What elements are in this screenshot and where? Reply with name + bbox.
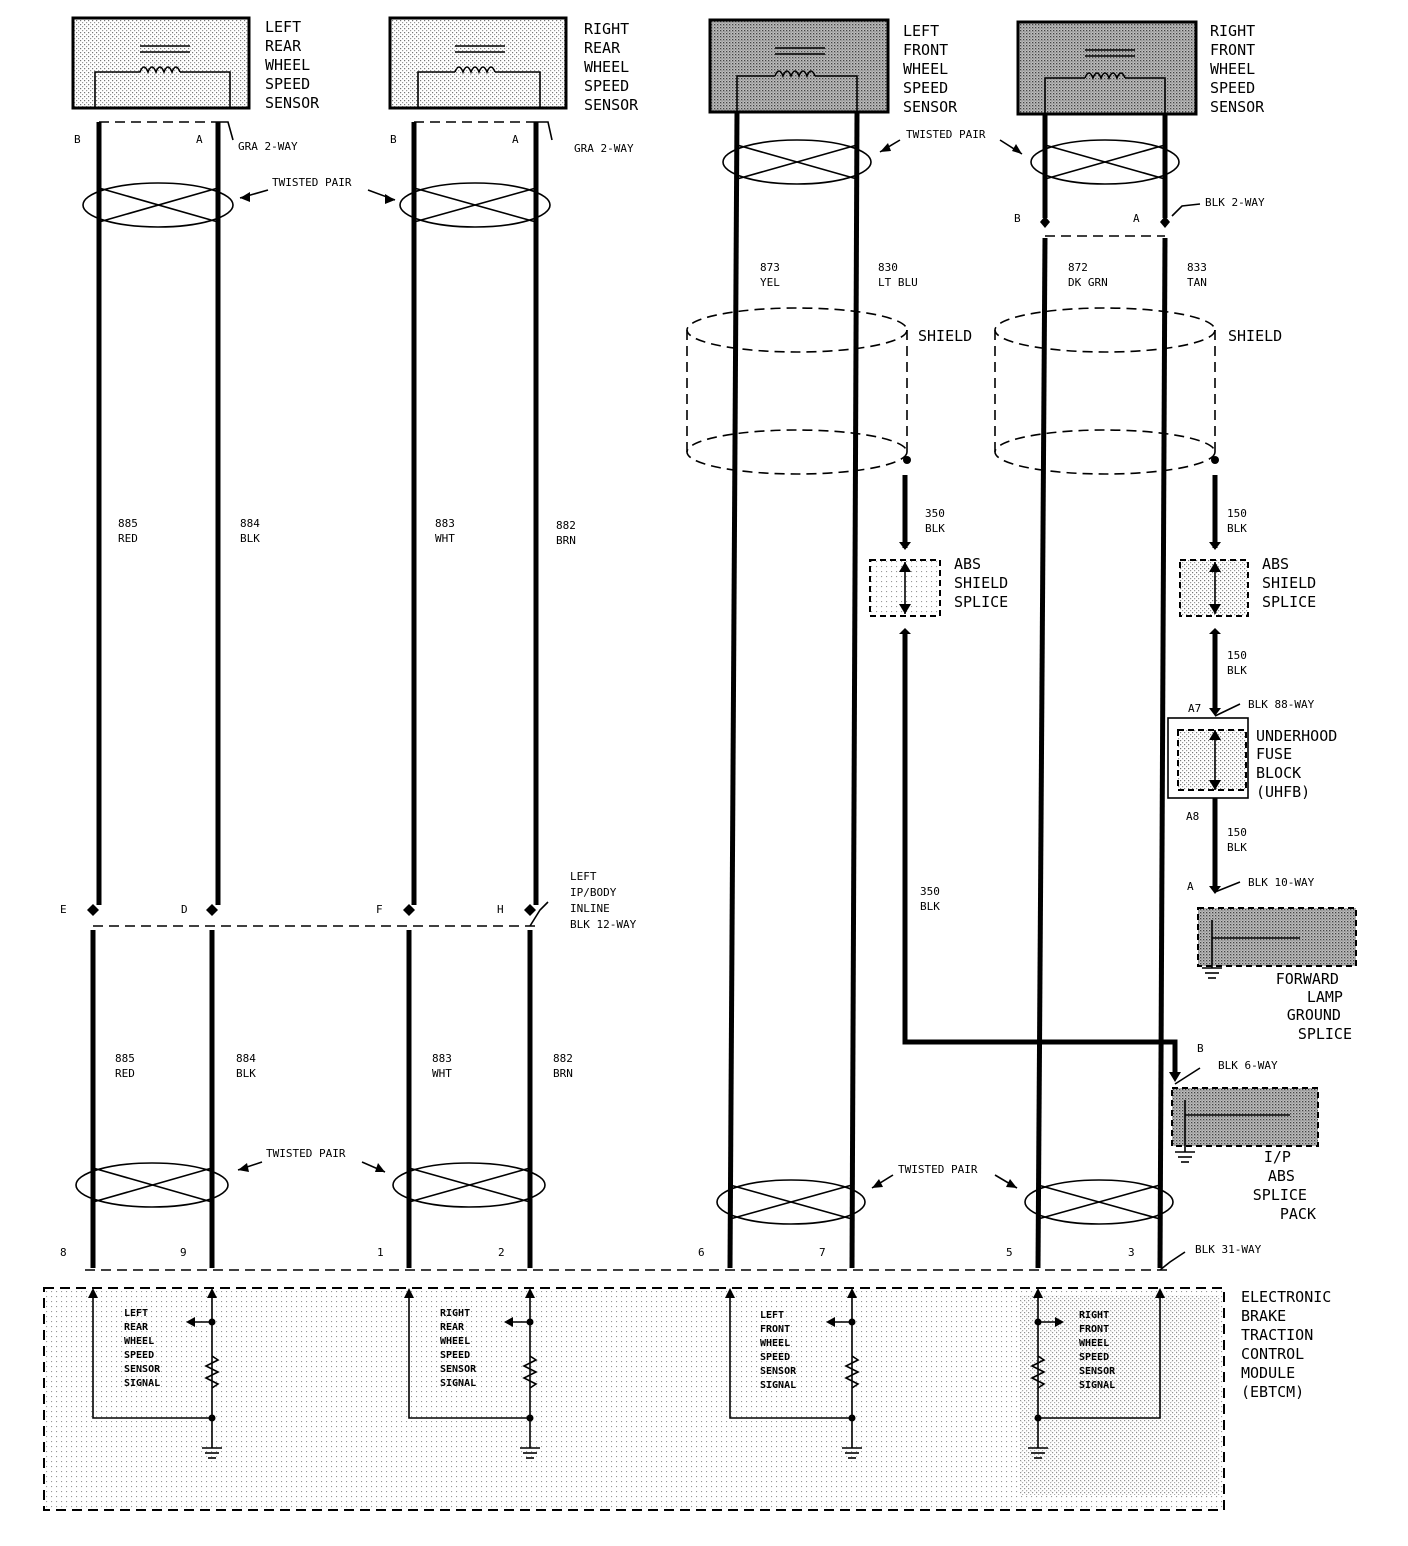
connector-lines (85, 122, 1185, 1270)
wire-872: 872 DK GRN (1068, 261, 1108, 289)
pin-5: 5 (1006, 1246, 1013, 1259)
shield-label-right: SHIELD (1228, 327, 1283, 345)
pin-a: A (1187, 880, 1194, 893)
right-front-sensor-title: RIGHT FRONT WHEEL SPEED SENSOR (1210, 22, 1265, 116)
wire-150-c: 150 BLK (1227, 826, 1247, 854)
pin-7: 7 (819, 1246, 826, 1259)
wire-833: 833 TAN (1187, 261, 1207, 289)
twisted-pair-label-4: TWISTED PAIR (898, 1163, 978, 1176)
shield-label-left: SHIELD (918, 327, 973, 345)
blk-88way: BLK 88-WAY (1248, 698, 1315, 711)
pin-f: F (376, 903, 383, 916)
inline-12way-label: LEFT IP/BODY INLINE BLK 12-WAY (570, 870, 637, 931)
left-front-sensor-title: LEFT FRONT WHEEL SPEED SENSOR (903, 22, 958, 116)
blk-6way: BLK 6-WAY (1218, 1059, 1278, 1072)
wire-883-upper: 883 WHT (435, 517, 455, 545)
wire-885-upper: 885 RED (118, 517, 138, 545)
pin-8: 8 (60, 1246, 67, 1259)
left-rear-sensor (73, 18, 249, 108)
wire-882-lower: 882 BRN (553, 1052, 573, 1080)
left-rear-sensor-title: LEFT REAR WHEEL SPEED SENSOR (265, 18, 320, 112)
wire-884-lower: 884 BLK (236, 1052, 256, 1080)
wire-882-upper: 882 BRN (556, 519, 576, 547)
ip-abs-splice-label: I/P ABS SPLICE PACK (1252, 1148, 1316, 1223)
pin-9: 9 (180, 1246, 187, 1259)
wire-830: 830 LT BLU (878, 261, 918, 289)
abs-shield-splice-left: ABS SHIELD SPLICE (954, 555, 1009, 611)
pin-a7: A7 (1188, 702, 1202, 715)
signal-right-front: RIGHT FRONT WHEEL SPEED SENSOR SIGNAL (1079, 1310, 1116, 1391)
uhfb-label: UNDERHOOD FUSE BLOCK (UHFB) (1256, 727, 1338, 801)
wire-350-lower: 350 BLK (920, 885, 940, 913)
pin-lr-a: A (196, 133, 203, 146)
pin-1: 1 (377, 1246, 384, 1259)
wire-150-a: 150 BLK (1227, 507, 1247, 535)
pin-3: 3 (1128, 1246, 1135, 1259)
main-wires (93, 112, 1165, 1268)
pin-a8: A8 (1186, 810, 1200, 823)
twisted-pair-label-3: TWISTED PAIR (266, 1147, 346, 1160)
blk-2way: BLK 2-WAY (1205, 196, 1265, 209)
pin-rf-b: B (1014, 212, 1021, 225)
pin-h: H (497, 903, 504, 916)
gra-2way-left: GRA 2-WAY (238, 140, 298, 153)
pin-b: B (1197, 1042, 1204, 1055)
ebtcm-label: ELECTRONIC BRAKE TRACTION CONTROL MODULE (EBTCM) (1241, 1288, 1332, 1401)
right-front-sensor (1018, 22, 1196, 114)
blk-31way: BLK 31-WAY (1195, 1243, 1262, 1256)
pin-2: 2 (498, 1246, 505, 1259)
right-rear-sensor (390, 18, 566, 108)
pin-lr-b: B (74, 133, 81, 146)
wire-350-upper: 350 BLK (925, 507, 945, 535)
signal-right-rear: RIGHT REAR WHEEL SPEED SENSOR SIGNAL (440, 1308, 477, 1389)
wire-150-b: 150 BLK (1227, 649, 1247, 677)
pin-rf-a: A (1133, 212, 1140, 225)
wire-885-lower: 885 RED (115, 1052, 135, 1080)
wire-883-lower: 883 WHT (432, 1052, 452, 1080)
pin-d: D (181, 903, 188, 916)
pin-rr-a: A (512, 133, 519, 146)
abs-shield-splice-right: ABS SHIELD SPLICE (1262, 555, 1317, 611)
blk-10way: BLK 10-WAY (1248, 876, 1315, 889)
wire-884-upper: 884 BLK (240, 517, 260, 545)
signal-left-rear: LEFT REAR WHEEL SPEED SENSOR SIGNAL (124, 1308, 161, 1389)
forward-lamp-label: FORWARD LAMP GROUND SPLICE (1275, 970, 1352, 1043)
left-front-sensor (710, 20, 888, 112)
twisted-pair-label-2: TWISTED PAIR (906, 128, 986, 141)
wire-873: 873 YEL (760, 261, 780, 289)
signal-left-front: LEFT FRONT WHEEL SPEED SENSOR SIGNAL (760, 1310, 797, 1391)
gra-2way-right: GRA 2-WAY (574, 142, 634, 155)
twisted-pair-label-1: TWISTED PAIR (272, 176, 352, 189)
pin-rr-b: B (390, 133, 397, 146)
pin-e: E (60, 903, 67, 916)
connector-arrows (87, 216, 1170, 916)
right-rear-sensor-title: RIGHT REAR WHEEL SPEED SENSOR (584, 20, 639, 114)
pin-6: 6 (698, 1246, 705, 1259)
